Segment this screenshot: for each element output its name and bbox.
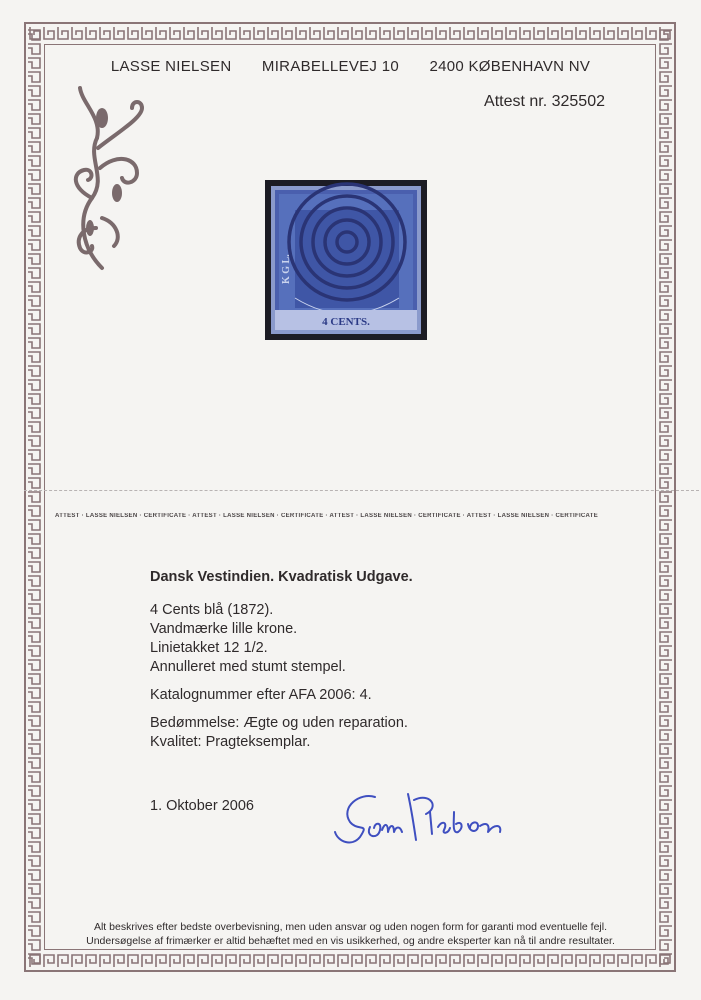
description-group — [150, 601, 413, 677]
stamp-side-text: K G L. — [281, 254, 292, 284]
signature-image — [330, 782, 520, 852]
certificate-date: 1. Oktober 2006 — [150, 798, 254, 814]
assessment-group — [150, 714, 413, 752]
description-line: Annulleret med stumt stempel. — [150, 659, 346, 675]
security-strip: ATTEST · LASSE NIELSEN · CERTIFICATE · ATTEST · LASSE NIELSEN · CERTIFICATE · ATTEST · LASSE NIELSEN · CERTIFICATE · ATTEST · LASSE NIELSEN · CERTIFICATE — [55, 513, 599, 519]
stamp-title: Dansk Vestindien. Kvadratisk Udgave. — [150, 569, 413, 585]
issuer-city: 2400 KØBENHAVN NV — [429, 58, 591, 75]
assessment-line: Bedømmelse: Ægte og uden reparation. — [150, 715, 408, 731]
description-line: Linietakket 12 1/2. — [150, 640, 268, 656]
description-line: Vandmærke lille krone. — [150, 621, 298, 637]
stamp-image — [265, 180, 427, 340]
issuer-header — [0, 58, 701, 75]
issuer-street: MIRABELLEVEJ 10 — [261, 58, 399, 75]
issuer-name: LASSE NIELSEN — [110, 58, 232, 75]
assessment-line: Kvalitet: Pragteksemplar. — [150, 734, 311, 750]
disclaimer — [0, 920, 701, 948]
stamp-value-text: 4 CENTS. — [322, 316, 370, 328]
disclaimer-line-2: Undersøgelse af frimærker er altid behæftet med en vis usikkerhed, og andre eksperter kan nå til andre resultater. — [86, 935, 615, 947]
disclaimer-line-1: Alt beskrives efter bedste overbevisning, men uden ansvar og uden nogen form for garanti mod eventuelle fejl. — [93, 921, 608, 933]
attest-number: Attest nr. 325502 — [484, 93, 605, 110]
scroll-ornament-icon — [62, 78, 147, 278]
fold-line — [24, 490, 699, 491]
catalog-line: Katalognummer efter AFA 2006: 4. — [150, 687, 372, 703]
certificate-body — [150, 568, 413, 761]
description-line: 4 Cents blå (1872). — [150, 602, 274, 618]
